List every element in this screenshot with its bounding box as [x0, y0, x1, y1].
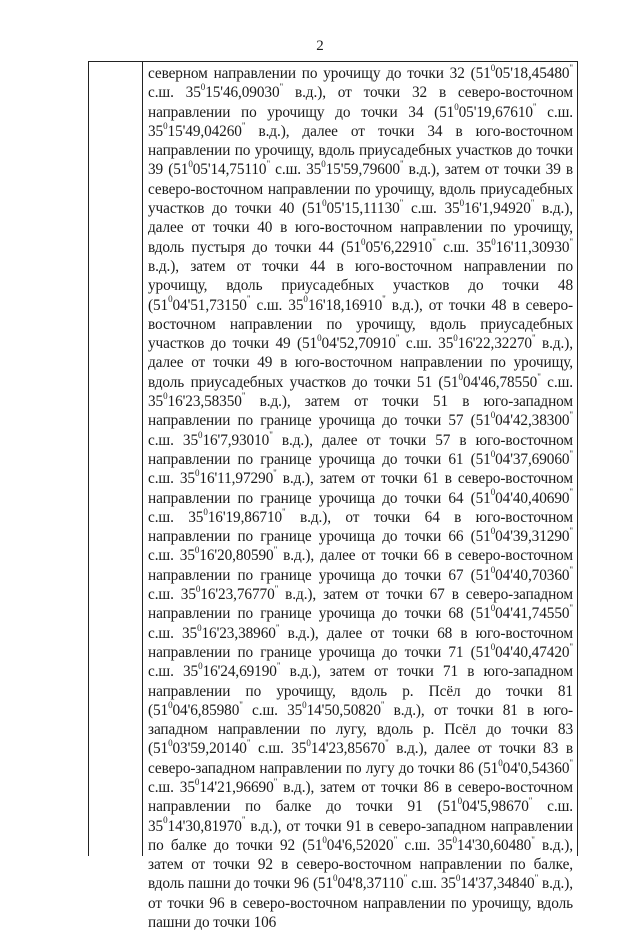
boundary-description-text: северном направлении по урочищу до точки 32 ($51^005'18,45480^"$ с.ш. $35^015'46,09030^"$ в.д.), от точки 32 в северо-восточном направлении по урочищу до точки 34 ($51^005'19,67610^"$ с.ш. $35^015'49,04260^"$ в.д.), далее от точки 34 в юго-восточном направлении по урочищу, вдоль приусадебных участков до точки 39 ($51^005'14,75110^"$ с.ш. $35^015'59,79600^"$ в.д.), затем от точки 39 в северо-восточном направлении по урочищу, вдоль приусадебных участков до точки 40 ($51^005'15,11130^"$ с.ш. $35^016'1,94920^"$ в.д.), далее от точки 40 в юго-восточном направлении по урочищу, вдоль пустыря до точки 44 ($51^005'6,22910^"$ с.ш. $35^016'11,30930^"$ в.д.), затем от точки 44 в юго-восточном направлении по урочищу, вдоль приусадебных участков до точки 48 ($51^004'51,73150^"$ с.ш. $35^016'18,16910^"$ в.д.), от точки 48 в северо-восточном направлении по урочищу, вдоль приусадебных участков до точки 49 ($51^004'52,70910^"$ с.ш. $35^016'22,32270^"$ в.д.), далее от точки 49 в юго-восточном направлении по урочищу, вдоль приусадебных участков до точки 51 ($51^004'46,78550^"$ с.ш. $35^016'23,58350^"$ в.д.), затем от точки 51 в юго-западном направлении по границе урочища до точки 57 ($51^004'42,38300^"$ с.ш. $35^016'7,93010^"$ в.д.), далее от точки 57 в юго-восточном направлении по границе урочища до точки 61 ($51^004'37,69060^"$ с.ш. $35^016'11,97290^"$ в.д.), затем от точки 61 в северо-восточном направлении по границе урочища до точки 64 ($51^004'40,40690^"$ с.ш. $35^016'19,86710^"$ в.д.), от точки 64 в юго-восточном направлении по границе урочища до точки 66 ($51^004'39,31290^"$ с.ш. $35^016'20,80590^"$ в.д.), далее от точки 66 в северо-восточном направлении по границе урочища до точки 67 ($51^004'40,70360^"$ с.ш. $35^016'23,76770^"$ в.д.), затем от точки 67 в северо-западном направлении по границе урочища до точки 68 ($51^004'41,74550^"$ с.ш. $35^016'23,38960^"$ в.д.), далее от точки 68 в юго-восточном направлении по границе урочища до точки 71 ($51^004'40,47420^"$ с.ш. $35^016'24,69190^"$ в.д.), затем от точки 71 в юго-западном направлении по урочищу, вдоль р. Псёл до точки 81 ($51^004'6,85980^"$ с.ш. $35^014'50,50820^"$ в.д.), от точки 81 в юго-западном направлении по лугу, вдоль р. Псёл до точки 83 ($51^003'59,20140^"$ с.ш. $35^014'23,85670^"$ в.д.), далее от точки 83 в северо-западном направлении по лугу до точки 86 ($51^004'0,54360^"$ с.ш. $35^014'21,96690^"$ в.д.), затем от точки 86 в северо-восточном направлении по балке до точки 91 ($51^004'5,98670^"$ с.ш. $35^014'30,81970^"$ в.д.), от точки 91 в северо-западном направлении по балке до точки 92 ($51^004'6,52020^"$ с.ш. $35^014'30,60480^"$ в.д.), затем от точки 92 в северо-восточном направлении по балке, вдоль пашни до точки 96 ($51^004'8,37110^"$ с.ш. $35^014'37,34840^"$ в.д.), от точки 96 в северо-восточном направлении по урочищу, вдоль пашни до точки 106 — [148, 62, 574, 932]
page-number: 2 — [316, 38, 324, 54]
table-left-cell — [89, 62, 143, 856]
boundary-table — [88, 61, 578, 932]
